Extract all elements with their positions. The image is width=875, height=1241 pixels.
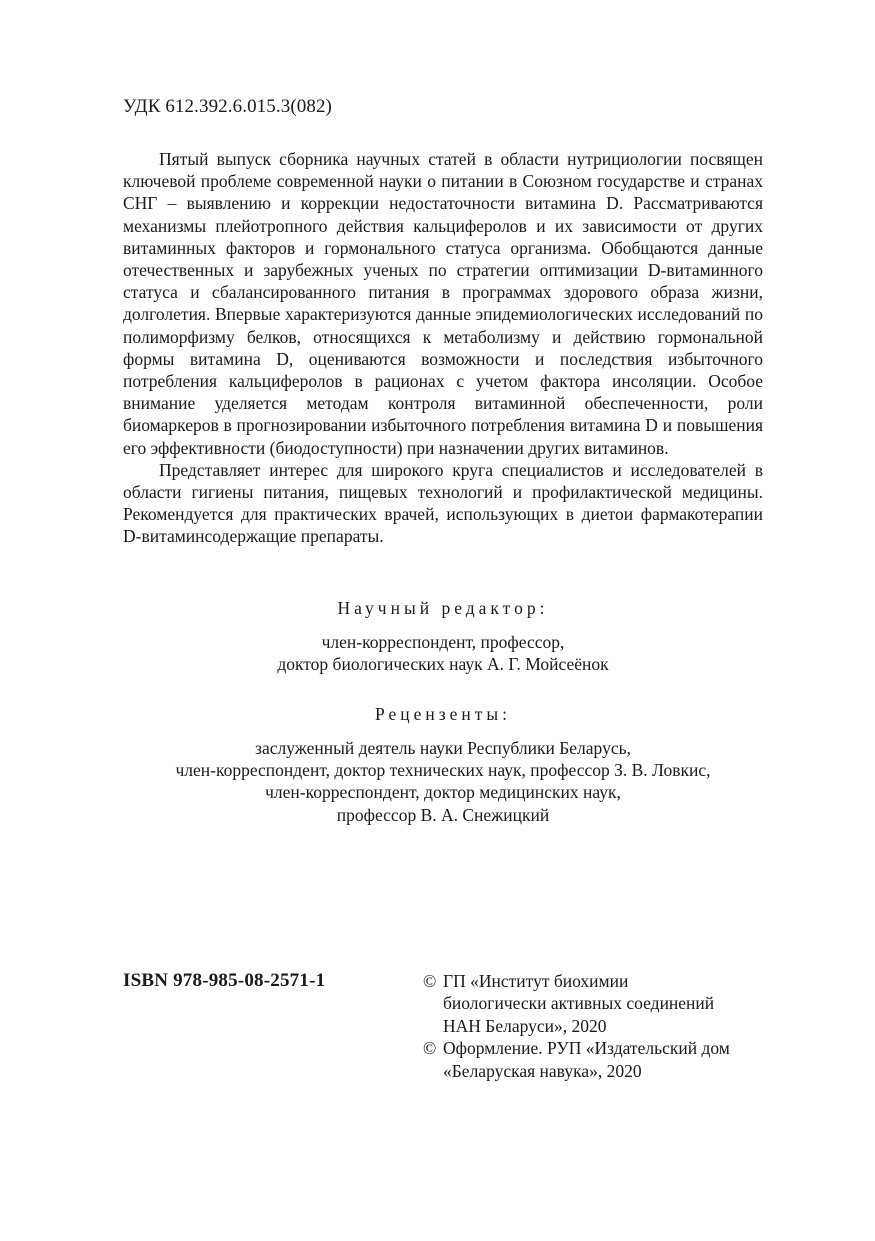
reviewer-line: заслуженный деятель науки Республики Беларусь,: [255, 738, 631, 759]
reviewer-line: член-корреспондент, доктор медицинских наук,: [265, 782, 621, 803]
annotation-paragraph-1: Пятый выпуск сборника научных статей в области нутрициологии посвящен ключевой проблеме современной науки о питании в Союзном государстве и странах СНГ – выявлению и коррекции недостаточности витамина D. Рассматриваются механизмы плейотропного действия кальциферолов и их зависимости от других витаминных факторов и гормонального статуса организма. Обобщаются данные отечественных и зарубежных ученых по стратегии оптимизации D-витаминного статуса и сбалансированного питания в программах здорового образа жизни, долголетия. Впервые характеризуются данные эпидемиологических исследований по полиморфизму белков, относящихся к метаболизму и действию гормональной формы витамина D, оцениваются возможности и последствия избыточного потребления кальциферолов в рационах с учетом фактора инсоляции. Особое внимание уделяется методам контроля витаминной обеспеченности, роли биомаркеров в прогнозировании избыточного потребления витамина D и повышения его эффективности (биодоступности) при назначении других витаминов.: [123, 149, 763, 458]
udk-code: УДК 612.392.6.015.3(082): [123, 96, 332, 117]
editor-line: доктор биологических наук А. Г. Мойсеёнок: [277, 653, 609, 674]
copyright-line: биологически активных соединений: [443, 993, 715, 1014]
editor-names: [123, 631, 763, 675]
copyright-notices: [423, 970, 730, 1082]
editor-heading: Научный редактор:: [337, 597, 549, 618]
reviewer-line: профессор В. А. Снежицкий: [336, 804, 550, 825]
copyright-line: «Беларуская навука», 2020: [443, 1060, 642, 1081]
annotation-paragraph-2: Представляет интерес для широкого круга специалистов и исследователей в области гигиены питания, пищевых технологий и профилактической медицины. Рекомендуется для практических врачей, использующих в диетои фармакотерапии D-витаминсодержащие препараты.: [123, 459, 763, 547]
title-page-verso: [123, 96, 763, 826]
copyright-institute: [423, 970, 730, 1037]
imprint-footer: [123, 970, 773, 1082]
annotation: [123, 148, 763, 548]
reviewer-line: член-корреспондент, доктор технических наук, профессор З. В. Ловкис,: [175, 760, 711, 781]
copyright-line: ГП «Институт биохимии: [443, 971, 629, 991]
isbn: ISBN 978-985-08-2571-1: [123, 970, 326, 991]
copyright-line: Оформление. РУП «Издательский дом: [443, 1038, 730, 1059]
editor-line: член-корреспондент, профессор,: [321, 631, 565, 652]
copyright-sign: ©: [423, 1038, 437, 1059]
copyright-line: НАН Беларуси», 2020: [443, 1015, 607, 1036]
reviewers-heading: Рецензенты:: [374, 704, 512, 725]
reviewers-names: [123, 737, 763, 826]
copyright-sign: ©: [423, 971, 437, 991]
copyright-design: [423, 1037, 730, 1082]
